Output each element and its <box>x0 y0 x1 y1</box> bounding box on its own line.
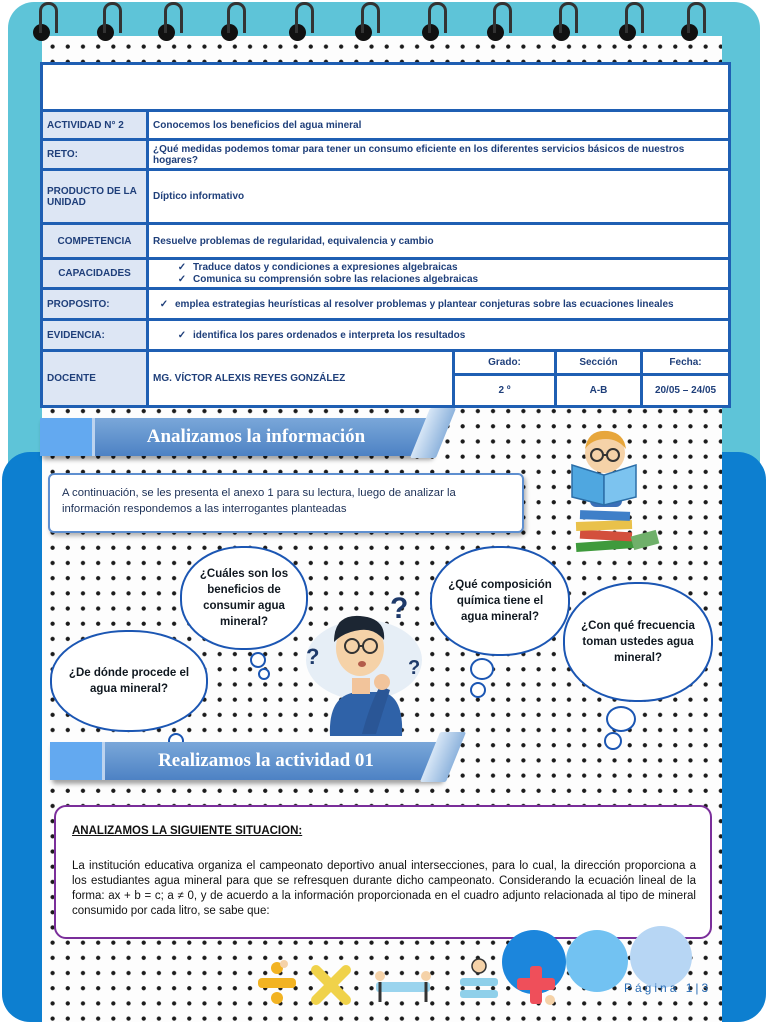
situation-heading: ANALIZAMOS LA SIGUIENTE SITUACION: <box>72 825 303 837</box>
table-row <box>42 170 730 224</box>
thinking-student-illustration <box>300 594 428 736</box>
section-title: Realizamos la actividad 01 <box>158 750 374 771</box>
spiral-ring-icon <box>30 0 56 44</box>
page-number: Página 1|3 <box>624 981 712 995</box>
table-row <box>42 289 730 320</box>
question-text: ¿Qué composición química tiene el agua mineral? <box>430 546 570 656</box>
check-icon: ✓ <box>177 329 187 341</box>
question-text: ¿Cuáles son los beneficios de consumir agua mineral? <box>180 546 308 650</box>
proposito-cell <box>148 289 730 320</box>
thought-bubble <box>258 668 270 680</box>
competencia-label: COMPETENCIA <box>42 224 148 259</box>
activity-label: ACTIVIDAD N° 2 <box>42 111 148 140</box>
spiral-ring-icon <box>550 0 576 44</box>
grado-value: 2 º <box>454 375 556 407</box>
empty-title-cell <box>42 64 730 111</box>
table-row <box>42 224 730 259</box>
divide-sign-icon <box>254 958 300 1008</box>
question-text: ¿De dónde procede el agua mineral? <box>50 630 208 732</box>
minus-sign-icon <box>370 968 436 1008</box>
capacidades-label: CAPACIDADES <box>42 259 148 289</box>
section-banner-analizamos <box>40 418 432 456</box>
docente-label: DOCENTE <box>42 351 148 407</box>
spiral-ring-icon <box>352 0 378 44</box>
thought-bubble <box>470 682 486 698</box>
table-row <box>42 259 730 289</box>
producto-value: Díptico informativo <box>148 170 730 224</box>
docente-value: MG. VÍCTOR ALEXIS REYES GONZÁLEZ <box>148 351 454 407</box>
question-cloud-procedencia <box>50 630 208 732</box>
fecha-label: Fecha: <box>642 351 730 375</box>
thought-bubble <box>606 706 636 732</box>
spiral-ring-icon <box>678 0 704 44</box>
producto-label: PRODUCTO DE LA UNIDAD <box>42 170 148 224</box>
proposito-value: emplea estrategias heurísticas al resolver problemas y plantear conjeturas sobre las ecuaciones lineales <box>175 298 674 310</box>
spiral-ring-icon <box>616 0 642 44</box>
thought-bubble <box>470 658 494 680</box>
check-icon: ✓ <box>177 273 187 285</box>
proposito-label: PROPOSITO: <box>42 289 148 320</box>
situation-paragraph: La institución educativa organiza el campeonato deportivo anual intersecciones, para lo cual, la dirección proporciona a los estudiantes agua mineral para que se refresquen durante dicho campeonato. Considerando la ecuación lineal de la forma: ax + b = c; a ≠ 0, y de acuerdo a la información proporcionada en el cuadro adjunto relacionada al tipo de mineral consumido por cada litro, se sabe que: <box>72 860 696 917</box>
question-cloud-composicion <box>430 546 570 656</box>
situation-box <box>54 805 712 939</box>
section-banner-realizamos <box>50 742 442 780</box>
plus-sign-icon <box>514 960 558 1008</box>
capacidades-list <box>148 259 730 289</box>
thought-bubble <box>604 732 622 750</box>
table-row <box>42 320 730 351</box>
spiral-ring-icon <box>94 0 120 44</box>
reto-value: ¿Qué medidas podemos tomar para tener un consumo eficiente en los diferentes servicios básicos de nuestros hogares? <box>148 140 730 170</box>
reading-boy-illustration <box>562 425 666 560</box>
check-icon: ✓ <box>159 298 169 310</box>
competencia-value: Resuelve problemas de regularidad, equivalencia y cambio <box>148 224 730 259</box>
list-item <box>171 262 724 274</box>
evidencia-label: EVIDENCIA: <box>42 320 148 351</box>
multiply-sign-icon <box>310 964 352 1006</box>
intro-text-box: A continuación, se les presenta el anexo 1 para su lectura, luego de analizar la información respondemos a las interrogantes planteadas <box>48 473 524 533</box>
question-text: ¿Con qué frecuencia toman ustedes agua mineral? <box>563 582 713 702</box>
seccion-label: Sección <box>556 351 642 375</box>
capacidad-text: Traduce datos y condiciones a expresiones algebraicas <box>193 261 458 273</box>
equals-sign-icon <box>456 956 502 1006</box>
list-item <box>171 274 724 286</box>
svg-text:?: ? <box>408 657 421 679</box>
capacidad-text: Comunica su comprensión sobre las relaciones algebraicas <box>193 273 479 285</box>
spiral-ring-icon <box>286 0 312 44</box>
decorative-circle <box>566 930 628 992</box>
activity-info-table <box>40 62 731 408</box>
activity-value: Conocemos los beneficios del agua mineral <box>148 111 730 140</box>
spiral-ring-icon <box>484 0 510 44</box>
thought-bubble <box>250 652 266 668</box>
evidencia-cell <box>148 320 730 351</box>
table-row <box>42 111 730 140</box>
table-row <box>42 351 730 375</box>
fecha-value: 20/05 – 24/05 <box>642 375 730 407</box>
decorative-circle <box>630 926 692 988</box>
seccion-value: A-B <box>556 375 642 407</box>
grado-label: Grado: <box>454 351 556 375</box>
spiral-ring-icon <box>218 0 244 44</box>
spiral-ring-icon <box>155 0 181 44</box>
table-row <box>42 140 730 170</box>
table-row <box>42 64 730 111</box>
question-cloud-frecuencia <box>563 582 713 702</box>
reto-label: RETO: <box>42 140 148 170</box>
svg-text:?: ? <box>306 644 320 669</box>
check-icon: ✓ <box>177 261 187 273</box>
svg-text:?: ? <box>390 594 409 625</box>
section-title: Analizamos la información <box>146 426 366 447</box>
spiral-ring-icon <box>419 0 445 44</box>
evidencia-value: identifica los pares ordenados e interpreta los resultados <box>193 329 466 341</box>
